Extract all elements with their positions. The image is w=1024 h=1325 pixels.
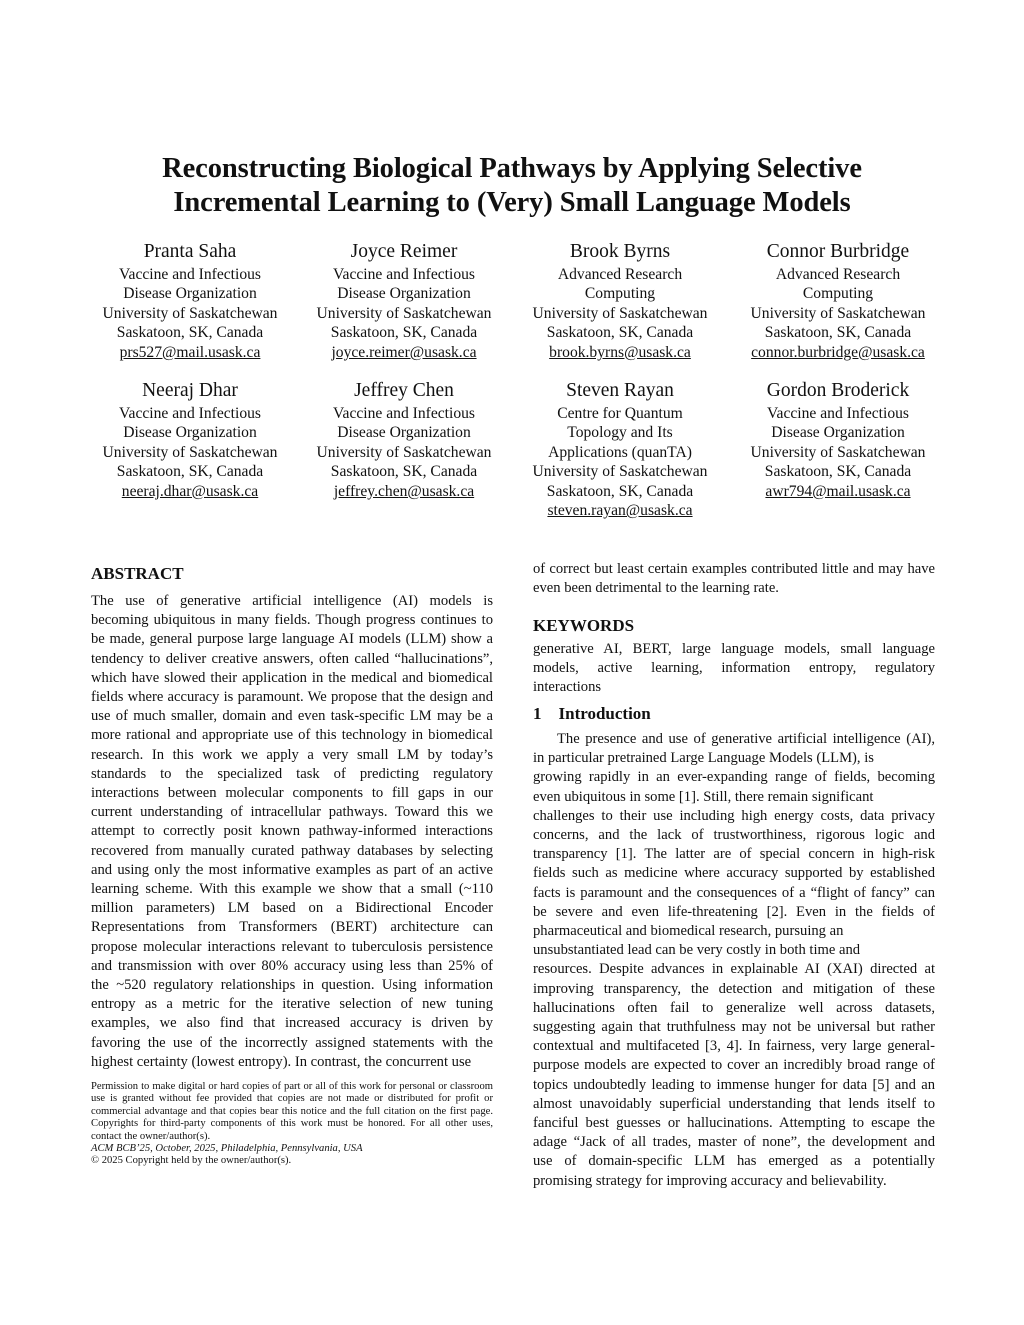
introduction-line: use of domain-specific LLM has emerged as a potentially xyxy=(533,1153,935,1170)
paper-title xyxy=(60,152,964,220)
keywords-heading: KEYWORDS xyxy=(533,616,635,635)
introduction-line: in particular pretrained Large Language Models (LLM), is xyxy=(533,750,874,767)
abstract-line: research. In this work we apply a very small LM by today’s xyxy=(91,746,493,763)
author-affiliation-line: Saskatoon, SK, Canada xyxy=(330,463,478,481)
author-affiliation-line: Computing xyxy=(802,285,874,303)
author-affiliation-line: Topology and Its xyxy=(567,424,673,442)
author-affiliation-line: University of Saskatchewan xyxy=(102,443,278,461)
abstract-line: standards to the specialized task of predicting regulatory xyxy=(91,765,493,782)
author-affiliation-line: University of Saskatchewan xyxy=(750,304,926,322)
section-number: 1 xyxy=(533,704,542,723)
section-title: Introduction xyxy=(558,704,651,723)
author-card xyxy=(70,380,310,501)
introduction-line: challenges to their use including high energy costs, data privacy xyxy=(533,807,935,824)
author-affiliation-line: University of Saskatchewan xyxy=(532,463,708,481)
author-name: Neeraj Dhar xyxy=(142,380,238,401)
introduction-body xyxy=(533,730,935,1191)
author-affiliation-line: Applications (quanTA) xyxy=(548,443,692,461)
abstract-body xyxy=(91,592,493,1072)
abstract-line: becoming ubiquitous in many fields. Though progress continues to xyxy=(91,612,493,629)
author-affiliation-line: Saskatoon, SK, Canada xyxy=(116,463,264,481)
author-email-link[interactable]: joyce.reimer@usask.ca xyxy=(331,343,477,361)
author-card xyxy=(70,241,310,362)
abstract-line: fields where accuracy is paramount. We propose that the design and xyxy=(91,689,493,706)
author-affiliation-line: Saskatoon, SK, Canada xyxy=(116,324,264,342)
introduction-line: promising strategy for improving accuracy and believability. xyxy=(533,1172,887,1189)
author-affiliation-line: Disease Organization xyxy=(771,424,905,442)
author-affiliation-line: University of Saskatchewan xyxy=(532,304,708,322)
author-affiliation-line: Advanced Research xyxy=(557,266,683,283)
author-affiliation-line: Disease Organization xyxy=(123,285,257,303)
introduction-line: contextual and multifaceted [3, 4]. In fairness, very large general- xyxy=(533,1038,935,1055)
author-affiliation-line: Saskatoon, SK, Canada xyxy=(546,324,694,342)
author-affiliation-line: Advanced Research xyxy=(775,266,901,283)
keywords-line: models, active learning, information entropy, regulatory xyxy=(533,660,935,677)
keywords-body xyxy=(533,640,935,698)
abstract-line: more rational and appropriate use of this technology in biomedical xyxy=(91,727,493,744)
introduction-line: resources. Despite advances in explainable AI (XAI) directed at xyxy=(533,961,935,978)
author-name: Pranta Saha xyxy=(143,241,237,262)
introduction-line: concerns, and the lack of trustworthiness, rigorous logic and xyxy=(533,827,935,844)
author-affiliation-line: Vaccine and Infectious xyxy=(332,405,475,422)
abstract-continuation xyxy=(533,560,935,598)
abstract-line: entropy as a metric for the iterative selection of new tuning xyxy=(91,996,493,1013)
abstract-line: recovered from manually curated pathway databases by selecting xyxy=(91,842,493,859)
introduction-line: unsubstantiated lead can be very costly in both time and xyxy=(533,942,861,959)
author-name: Brook Byrns xyxy=(569,241,671,262)
introduction-line: growing rapidly in an ever-expanding range of fields, becoming xyxy=(533,769,935,786)
abstract-line: million parameters) LM based on a Bidirectional Encoder xyxy=(91,900,493,917)
author-card xyxy=(284,241,524,362)
author-card xyxy=(500,241,740,362)
author-email-link[interactable]: awr794@mail.usask.ca xyxy=(765,482,911,500)
author-email-link[interactable]: jeffrey.chen@usask.ca xyxy=(333,482,475,500)
abstract-line: attempt to correctly posit known pathway-informed interactions xyxy=(91,823,493,840)
abstract-line: The use of generative artificial intelligence (AI) models is xyxy=(91,593,493,609)
author-card xyxy=(718,380,958,501)
abstract-line: the ~520 regulatory relationships in question. Using information xyxy=(91,977,493,994)
author-affiliation-line: Computing xyxy=(584,285,656,303)
author-email-link[interactable]: prs527@mail.usask.ca xyxy=(119,343,261,361)
abstract-line: current understanding of intracellular pathways. Toward this we xyxy=(91,804,493,821)
introduction-line: fields such as medicine where accuracy supported by established xyxy=(533,865,935,882)
permission-notice xyxy=(91,1081,493,1168)
title-line-2: Incremental Learning to (Very) Small Language Models xyxy=(173,187,851,218)
author-name: Steven Rayan xyxy=(566,380,674,401)
author-affiliation-line: University of Saskatchewan xyxy=(316,304,492,322)
abstract-line: highest certainty (lowest entropy). In contrast, the concurrent use xyxy=(91,1053,472,1070)
keywords-line: generative AI, BERT, large language models, small language xyxy=(533,641,935,657)
title-line-1: Reconstructing Biological Pathways by Applying Selective xyxy=(162,153,862,184)
abstract-line: which have slowed their application in the medical and biomedical xyxy=(91,669,493,686)
abstract-line: be made, general purpose large language AI models (LLM) show a xyxy=(91,631,493,648)
introduction-line: transparency [1]. The latter are of special concern in high-risk xyxy=(533,846,935,863)
introduction-line: fanciful best guesses or hallucinations. Attempting to escape the xyxy=(533,1115,935,1132)
abstract-line: Representations from Transformers (BERT) architecture can xyxy=(91,919,493,936)
abstract-line: examples, we also find that increased accuracy is driven by xyxy=(91,1015,493,1032)
introduction-line: topics undoubtedly leading to immense hunger for data [5] and an xyxy=(533,1076,935,1093)
author-affiliation-line: University of Saskatchewan xyxy=(316,443,492,461)
introduction-line: purpose models are expected to cover an incredibly broad range of xyxy=(533,1057,935,1074)
author-affiliation-line: Vaccine and Infectious xyxy=(766,405,909,422)
author-email-link[interactable]: connor.burbridge@usask.ca xyxy=(751,343,925,361)
author-affiliation-line: Vaccine and Infectious xyxy=(118,405,261,422)
introduction-line: suggesting again that truthfulness may not be universal but rather xyxy=(533,1019,935,1036)
introduction-line: facts is paramount and the consequences of a “flight of fancy” can xyxy=(533,884,935,901)
abstract-line: of correct but least certain examples contributed little and may have xyxy=(533,561,935,577)
author-affiliation-line: Saskatoon, SK, Canada xyxy=(330,324,478,342)
keywords-line: interactions xyxy=(533,679,602,696)
author-card xyxy=(284,380,524,501)
author-card xyxy=(500,380,740,520)
author-affiliation-line: Centre for Quantum xyxy=(557,405,683,422)
introduction-line: be severe and even life-threatening [2]. Even in the fields of xyxy=(533,903,935,920)
author-affiliation-line: University of Saskatchewan xyxy=(102,304,278,322)
abstract-line: interactions between molecular components to fill gaps in our xyxy=(91,785,493,802)
author-name: Gordon Broderick xyxy=(766,380,910,401)
author-affiliation-line: Saskatoon, SK, Canada xyxy=(764,463,912,481)
author-email-link[interactable]: brook.byrns@usask.ca xyxy=(549,343,691,361)
introduction-heading xyxy=(533,704,651,724)
author-affiliation-line: Saskatoon, SK, Canada xyxy=(764,324,912,342)
abstract-line: favoring the use of the incorrectly assigned statements with the xyxy=(91,1034,493,1051)
author-affiliation-line: Disease Organization xyxy=(123,424,257,442)
author-affiliation-line: Vaccine and Infectious xyxy=(118,266,261,283)
abstract-heading: ABSTRACT xyxy=(91,564,184,583)
author-affiliation-line: Disease Organization xyxy=(337,285,471,303)
introduction-line: almost unavoidably superficial understanding that lends itself to xyxy=(533,1095,935,1112)
abstract-line: learning scheme. With this example we show that a small (~110 xyxy=(91,881,493,898)
introduction-line: hallucinations often fail to generalize well across datasets, xyxy=(533,999,935,1016)
author-affiliation-line: University of Saskatchewan xyxy=(750,443,926,461)
abstract-line: use of much smaller, domain and even task-specific LM may be a xyxy=(91,708,493,725)
author-email-link[interactable]: steven.rayan@usask.ca xyxy=(547,502,693,520)
abstract-line: and transmission with over 80% accuracy using less than 25% of xyxy=(91,957,493,974)
introduction-line: adage “Jack of all trades, master of none”, the development and xyxy=(533,1134,935,1151)
abstract-line: propose molecular interactions relevant to tuberculosis persistence xyxy=(91,938,493,955)
author-name: Joyce Reimer xyxy=(350,241,458,262)
copyright-line: © 2025 Copyright held by the owner/author(s). xyxy=(91,1155,292,1167)
introduction-line: improving transparency, the detection and mitigation of these xyxy=(533,980,935,997)
author-affiliation-line: Vaccine and Infectious xyxy=(332,266,475,283)
permission-text: Permission to make digital or hard copies of part or all of this work for personal or classroom use is granted without fee provided that copies are not made or distributed for profit or commercial advantage and that copies bear this notice and the full citation on the first page. Copyrights for third-party components of this work must be honored. For all other uses, contact the owner/author(s). xyxy=(91,1081,493,1142)
abstract-line: even been detrimental to the learning rate. xyxy=(533,580,779,597)
venue-line: ACM BCB’25, October, 2025, Philadelphia, Pennsylvania, USA xyxy=(91,1143,363,1155)
author-name: Connor Burbridge xyxy=(766,241,910,262)
abstract-line: tendency to deliver creative answers, often called “hallucinations”, xyxy=(91,650,493,667)
introduction-line: The presence and use of generative artificial intelligence (AI), xyxy=(557,731,935,747)
introduction-line: pharmaceutical and biomedical research, pursuing an xyxy=(533,923,844,940)
author-email-link[interactable]: neeraj.dhar@usask.ca xyxy=(121,482,259,500)
author-card xyxy=(718,241,958,362)
introduction-line: even ubiquitous in some [1]. Still, there remain significant xyxy=(533,788,874,805)
author-name: Jeffrey Chen xyxy=(354,380,454,401)
author-affiliation-line: Disease Organization xyxy=(337,424,471,442)
abstract-line: and using only the most informative examples as part of an active xyxy=(91,861,493,878)
author-affiliation-line: Saskatoon, SK, Canada xyxy=(546,482,694,500)
